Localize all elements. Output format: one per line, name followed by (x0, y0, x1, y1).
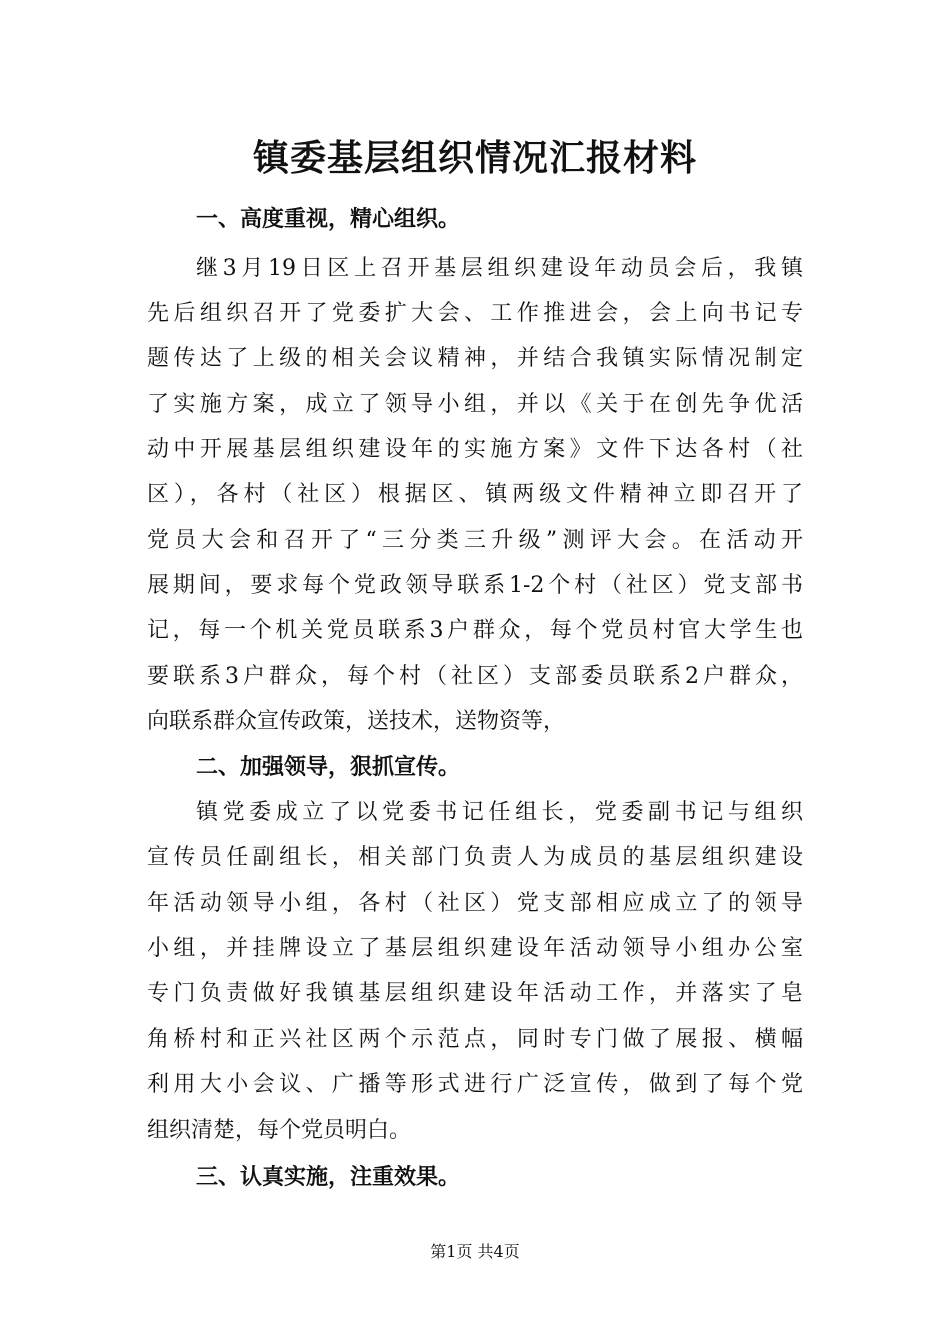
section-heading-3: 三、认真实施，注重效果。 (196, 1165, 461, 1190)
paragraph-line: 向联系群众宣传政策，送技术，送物资等， (147, 709, 566, 734)
paragraph-line: 年活动领导小组，各村（社区）党支部相应成立了的领导 (147, 891, 803, 916)
paragraph-line: 动中开展基层组织建设年的实施方案》文件下达各村（社 (147, 437, 803, 462)
paragraph-line: 题传达了上级的相关会议精神，并结合我镇实际情况制定 (147, 346, 803, 371)
paragraph-line: 要联系3户群众，每个村（社区）支部委员联系2户群众， (147, 664, 803, 689)
paragraph-line: 党员大会和召开了“三分类三升级”测评大会。在活动开 (147, 528, 803, 553)
paragraph-line: 小组，并挂牌设立了基层组织建设年活动领导小组办公室 (147, 936, 803, 961)
paragraph-line: 镇党委成立了以党委书记任组长，党委副书记与组织 (196, 800, 803, 825)
paragraph-line: 先后组织召开了党委扩大会、工作推进会，会上向书记专 (147, 301, 803, 326)
paragraph-line: 利用大小会议、广播等形式进行广泛宣传，做到了每个党 (147, 1072, 803, 1097)
paragraph-line: 继3月19日区上召开基层组织建设年动员会后，我镇 (196, 256, 803, 281)
section-heading-1: 一、高度重视，精心组织。 (196, 207, 461, 232)
paragraph-line: 展期间，要求每个党政领导联系1-2个村（社区）党支部书 (147, 573, 803, 598)
paragraph-line: 专门负责做好我镇基层组织建设年活动工作，并落实了皂 (147, 981, 803, 1006)
paragraph-line: 宣传员任副组长，相关部门负责人为成员的基层组织建设 (147, 845, 803, 870)
paragraph-line: 组织清楚，每个党员明白。 (147, 1118, 412, 1143)
section-heading-2: 二、加强领导，狠抓宣传。 (196, 755, 461, 780)
paragraph-line: 角桥村和正兴社区两个示范点，同时专门做了展报、横幅 (147, 1027, 803, 1052)
page-footer: 第1页 共4页 (430, 1242, 520, 1261)
document-title: 镇委基层组织情况汇报材料 (252, 137, 697, 179)
paragraph-line: 区），各村（社区）根据区、镇两级文件精神立即召开了 (147, 482, 803, 507)
paragraph-line: 了实施方案，成立了领导小组，并以《关于在创先争优活 (147, 392, 803, 417)
paragraph-line: 记，每一个机关党员联系3户群众，每个党员村官大学生也 (147, 618, 803, 643)
